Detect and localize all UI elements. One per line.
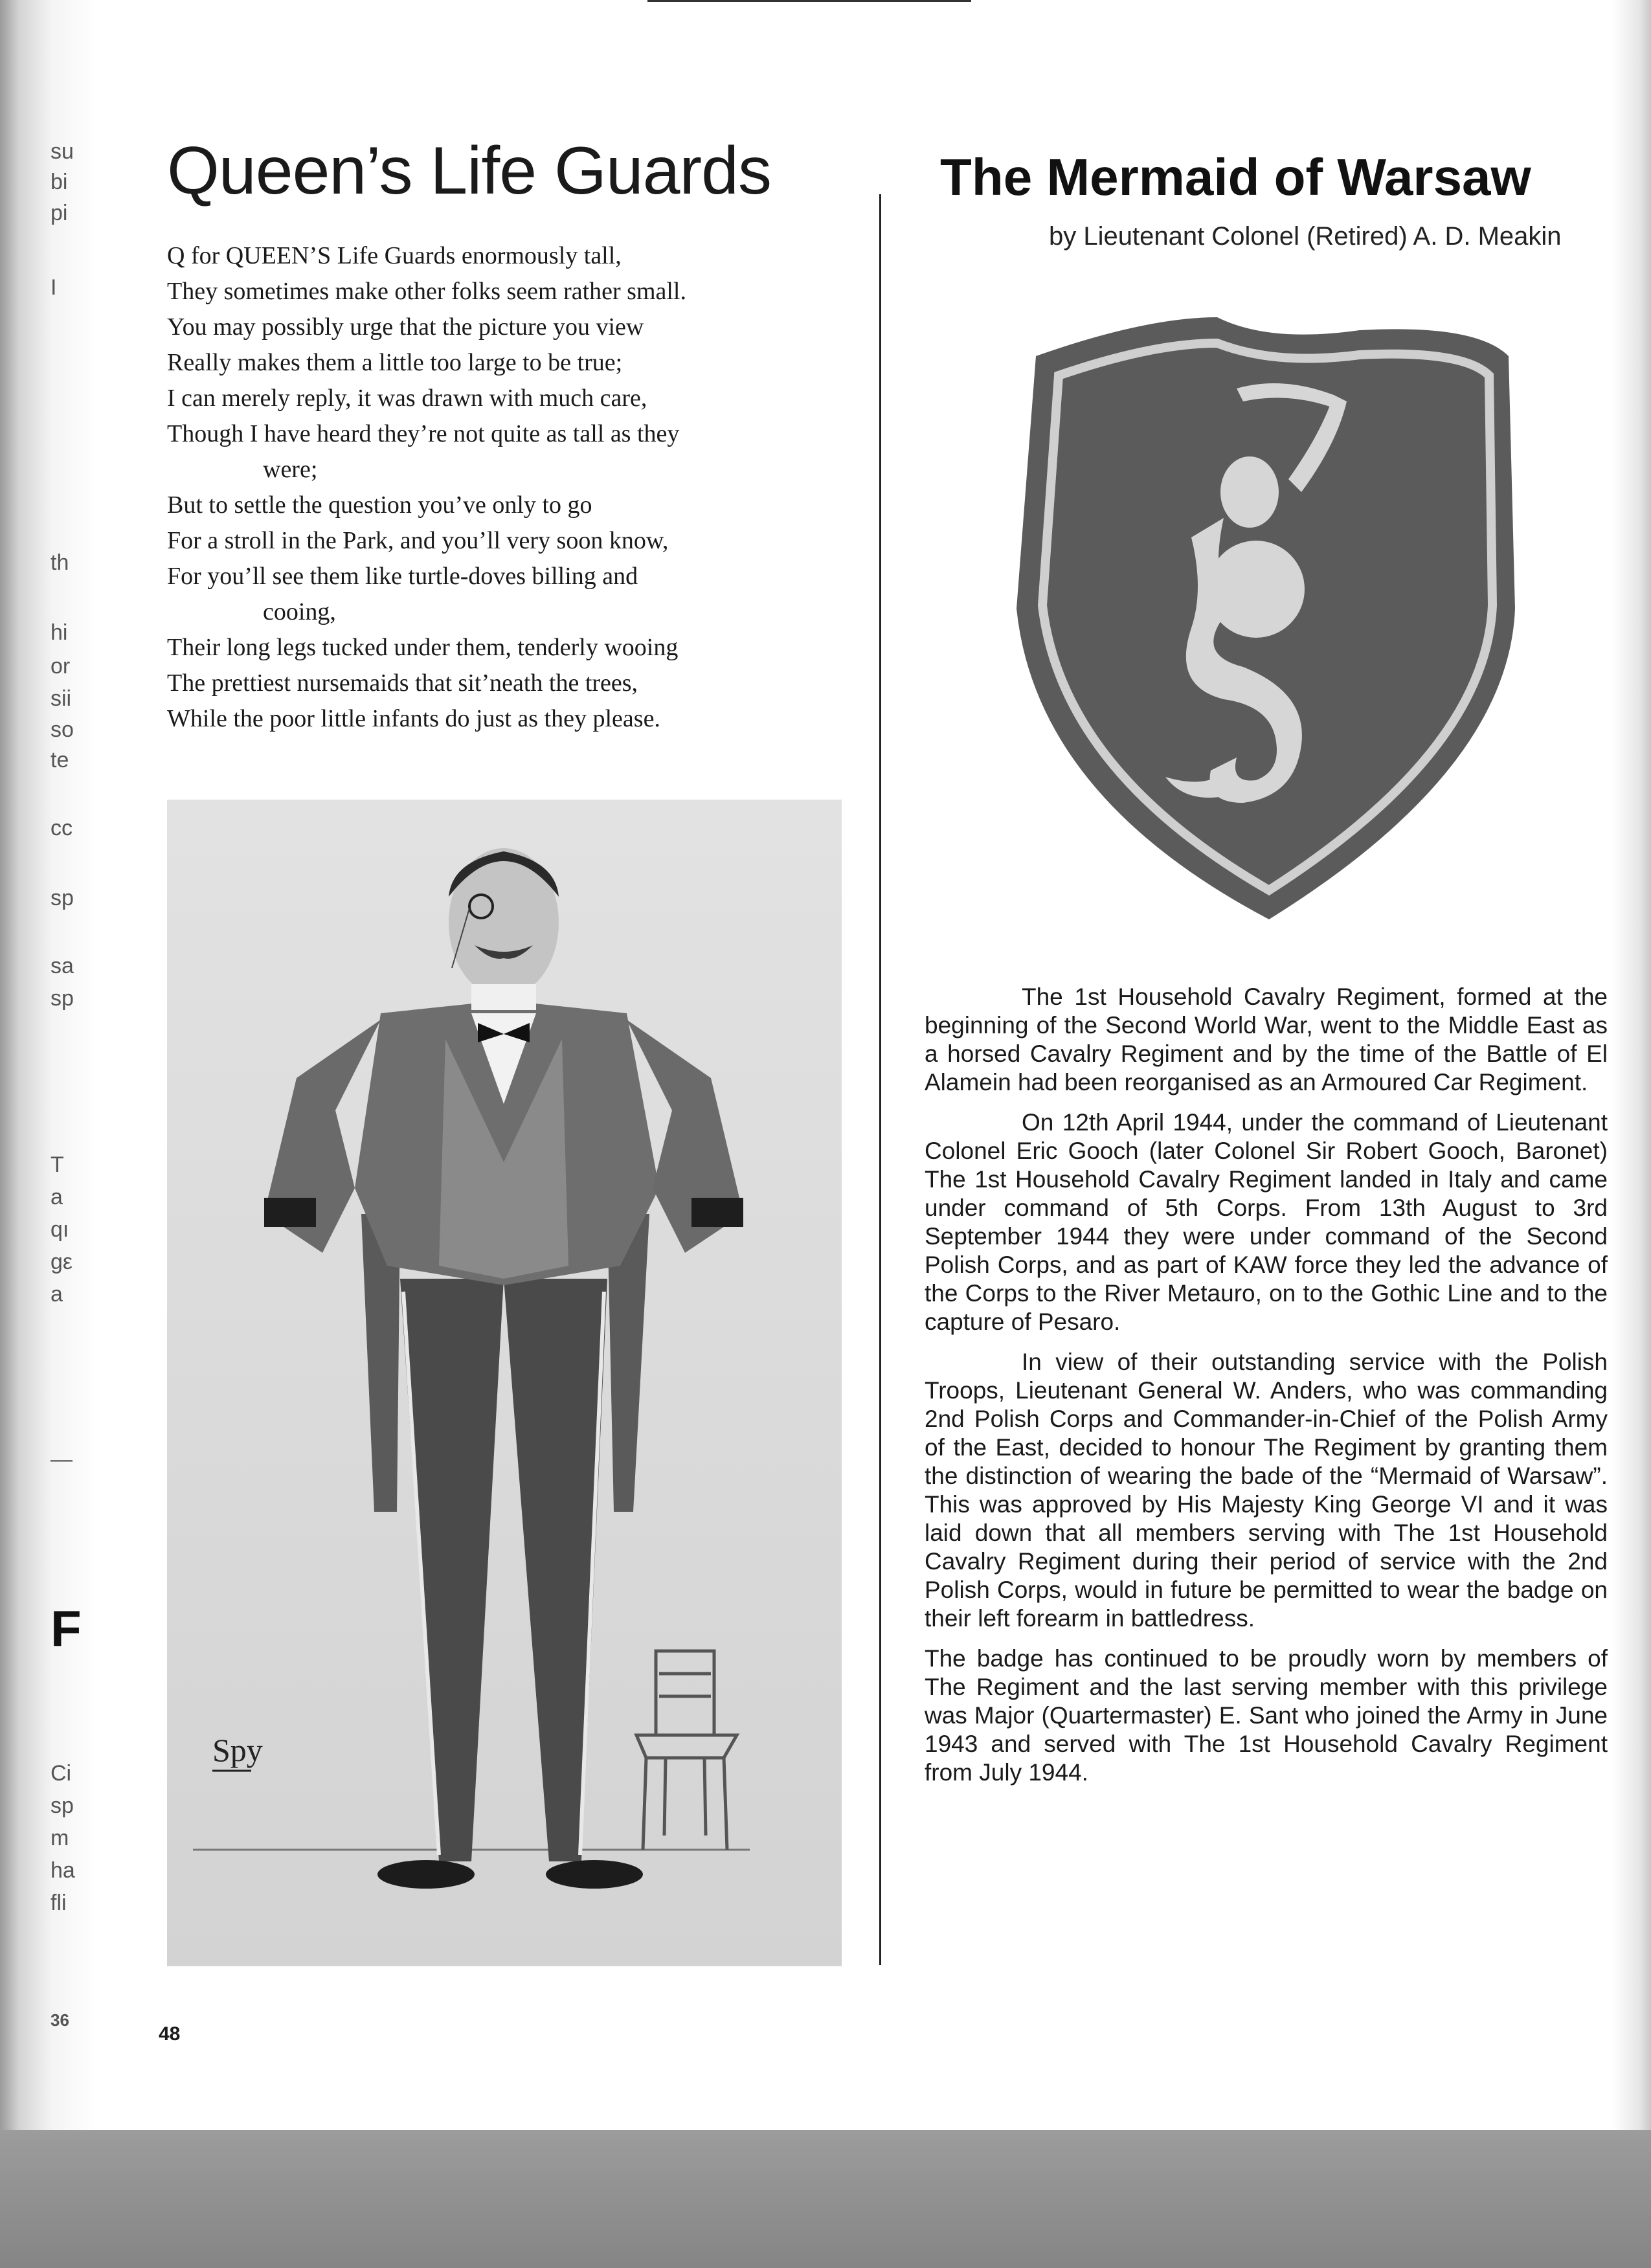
poem-line: For you’ll see them like turtle-doves billing and [167,563,638,590]
chair-icon [636,1651,737,1850]
poem-line: Q for QUEEN’S Life Guards enormously tall, [167,242,622,269]
mermaid-badge-image [997,304,1534,926]
poem-line: Though I have heard they’re not quite as tall as they [167,420,680,447]
gutter-fragment: ha [51,1858,75,1883]
gutter-fragment: so [51,717,74,742]
column-divider [879,194,881,1965]
poem-line: They sometimes make other folks seem rather small. [167,278,686,305]
gutter-fragment: sp [51,1793,74,1818]
gutter-fragment: pi [51,201,68,225]
top-rule [647,0,971,2]
poem-line: cooing, [263,598,336,625]
gutter-fragment: sp [51,886,74,910]
gutter-fragment: — [51,1447,73,1472]
poem-line: The prettiest nursemaids that sit’neath the trees, [167,669,638,697]
gutter-fragment: or [51,654,71,679]
gutter-fragment: a [51,1282,63,1307]
poem-line: were; [263,456,318,483]
gutter-fragment: F [51,1600,82,1657]
gutter-fragment: a [51,1185,63,1209]
gutter-fragment: hi [51,620,68,645]
gutter-fragment: su [51,139,74,164]
poem-line: While the poor little infants do just as they please. [167,705,660,732]
gutter-fragment: sp [51,986,74,1011]
poem-line: Really makes them a little too large to be true; [167,349,623,376]
gutter-fragment: fli [51,1891,67,1915]
article-title: The Mermaid of Warsaw [940,148,1531,206]
gutter-fragment: 36 [51,2010,69,2030]
article-paragraph: The 1st Household Cavalry Regiment, formed at the beginning of the Second World War, went to the Middle East as a horsed Cavalry Regiment and by the time of the Battle of El Alamein had been reorganised as an Armoured Car Regiment. [925,983,1608,1095]
illustration-signature: Spy [212,1732,263,1768]
gutter-fragment: bi [51,170,68,194]
gutter-fragment: T [51,1152,64,1177]
gutter-fragment: Ci [51,1761,72,1786]
poem [167,238,873,737]
page-number: 48 [159,2023,181,2045]
article-paragraph: In view of their outstanding service with the Polish Troops, Lieutenant General W. Anders, who was commanding 2nd Polish Corps and Commander-in-Chief of the Polish Army of the East, decided to honour The Regiment by granting them the distinction of wearing the bade of the “Mermaid of Warsaw”. This was approved by His Majesty King George VI and it was laid down that all members serving with The 1st Household Cavalry Regiment during their period of service with the 2nd Polish Corps, would in future be permitted to wear the badge on their left forearm in battledress. [925,1349,1608,1632]
article-body [925,983,1608,1799]
gutter-fragment: gε [51,1250,73,1274]
poem-line: I can merely reply, it was drawn with much care, [167,385,647,412]
poem-line: Their long legs tucked under them, tenderly wooing [167,634,679,661]
gutter-fragment: qı [51,1217,69,1242]
article-byline: by Lieutenant Colonel (Retired) A. D. Meakin [1049,222,1562,251]
article-paragraph: On 12th April 1944, under the command of Lieutenant Colonel Eric Gooch (later Colonel Sir Robert Gooch, Baronet) The 1st Household Cavalry Regiment landed in Italy and came under command of 5th Corps. From 13th August to 3rd September 1944 they were under command of the Second Polish Corps, and as part of KAW force they led the advance of the Corps to the River Metauro, on to the Gothic Line and to the capture of Pesaro. [925,1109,1608,1335]
gutter-fragment: I [51,275,57,300]
poem-line: For a stroll in the Park, and you’ll very soon know, [167,527,669,554]
gutter-fragment: m [51,1826,69,1850]
gutter-fragment: sii [51,686,72,711]
gutter-fragment: te [51,748,69,772]
poem-title: Queen’s Life Guards [167,133,771,208]
life-guard-caricature-illustration [167,800,842,1966]
gutter-fragment: th [51,550,69,575]
poem-line: You may possibly urge that the picture you view [167,313,644,341]
page-edge-shadow [1612,0,1651,2130]
gutter-fragment: sa [51,954,74,978]
poem-line: But to settle the question you’ve only to go [167,491,592,519]
article-paragraph: The badge has continued to be proudly worn by members of The Regiment and the last serving member with this privilege was Major (Quartermaster) E. Sant who joined the Army in June 1943 and served with The 1st Household Cavalry Regiment from July 1944. [925,1645,1608,1786]
gutter-fragment: cc [51,816,73,840]
scan-background-band [0,2130,1651,2268]
